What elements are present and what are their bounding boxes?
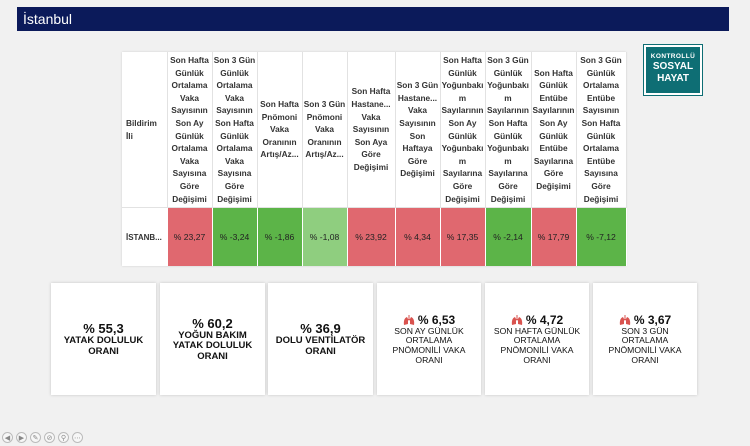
more-options-button[interactable]: ⋯ [72, 432, 83, 443]
lungs-icon [403, 314, 415, 326]
card-value: % 55,3 [83, 321, 124, 336]
logo-line3: HAYAT [657, 73, 689, 84]
pen-tool-button[interactable]: ✎ [30, 432, 41, 443]
column-header[interactable]: Son 3 Gün Hastane... Vaka Sayısının Son Haftaya Göre Değişimi [395, 52, 440, 208]
card-pneumonia-month [377, 283, 481, 395]
column-header[interactable]: Son 3 Gün Günlük Ortalama Entübe Sayısının Son Hafta Günlük Ortalama Entübe Sayısına Göre Değişimi [576, 52, 626, 208]
logo-line1: KONTROLLÜ [650, 53, 696, 60]
value-cell: % -3,24 [212, 208, 257, 266]
card-label: SON 3 GÜN ORTALAMA PNÖMONİLİ VAKA ORANI [608, 325, 682, 365]
card-value: % 3,67 [633, 312, 672, 327]
table-row [122, 208, 626, 266]
card-pneumonia-week [485, 283, 589, 395]
card-label: SON AY GÜNLÜK ORTALAMA PNÖMONİLİ VAKA ORANI [392, 325, 466, 365]
column-header-province[interactable]: Bildirim İli [122, 52, 167, 208]
column-header[interactable]: Son Hafta Günlük Yoğunbakım Sayılarının Son Ay Günlük Yoğunbakım Sayılarına Göre Değişimi [440, 52, 485, 208]
previous-slide-button[interactable]: ◀ [2, 432, 13, 443]
card-icu-occupancy [160, 283, 265, 395]
card-label: YATAK DOLULUK ORANI [63, 335, 144, 357]
card-ventilator [268, 283, 373, 395]
lungs-icon [619, 314, 631, 326]
column-header[interactable]: Son 3 Gün Günlük Yoğunbakım Sayılarının Son Hafta Günlük Yoğunbakım Sayılarına Göre Değişimi [485, 52, 531, 208]
value-cell: % 4,34 [395, 208, 440, 266]
column-header[interactable]: Son Hafta Günlük Entübe Sayılarının Son Ay Günlük Entübe Sayılarına Göre Değişimi [531, 52, 576, 208]
value-cell: % 23,27 [167, 208, 212, 266]
card-label: SON HAFTA GÜNLÜK ORTALAMA PNÖMONİLİ VAKA ORANI [493, 325, 581, 365]
value-cell: % 17,35 [440, 208, 485, 266]
value-cell: % 17,79 [531, 208, 576, 266]
value-cell: % -2,14 [485, 208, 531, 266]
column-header[interactable]: Son Hafta Günlük Ortalama Vaka Sayısının Son Ay Günlük Ortalama Vaka Sayısına Göre Değişimi [167, 52, 212, 208]
card-label: YOĞUN BAKIM YATAK DOLULUK ORANI [172, 329, 253, 362]
card-value: % 36,9 [300, 321, 341, 336]
value-cell: % 23,92 [347, 208, 395, 266]
card-bed-occupancy [51, 283, 156, 395]
page-title: İstanbul [17, 7, 729, 31]
card-label: DOLU VENTİLATÖR ORANI [275, 335, 366, 357]
zoom-button[interactable]: ⚲ [58, 432, 69, 443]
column-header[interactable]: Son Hafta Pnömoni Vaka Oranının Artış/Az... [257, 52, 302, 208]
risk-table [122, 52, 626, 266]
lungs-icon [511, 314, 523, 326]
column-header[interactable]: Son 3 Gün Pnömoni Vaka Oranının Artış/Az... [302, 52, 347, 208]
province-cell: İSTANB... [122, 208, 167, 266]
eraser-tool-button[interactable]: ⊘ [44, 432, 55, 443]
presentation-controls [2, 432, 83, 443]
kontrollu-sosyal-hayat-logo [644, 45, 702, 95]
column-header[interactable]: Son 3 Gün Günlük Ortalama Vaka Sayısının Son Hafta Günlük Ortalama Vaka Sayısına Göre Değişimi [212, 52, 257, 208]
card-pneumonia-3day [593, 283, 697, 395]
next-slide-button[interactable]: ▶ [16, 432, 27, 443]
card-value: % 4,72 [525, 312, 564, 327]
value-cell: % -7,12 [576, 208, 626, 266]
table-header-row [122, 52, 626, 208]
value-cell: % -1,08 [302, 208, 347, 266]
logo-line2: SOSYAL [652, 61, 694, 72]
card-value: % 6,53 [417, 312, 456, 327]
column-header[interactable]: Son Hafta Hastane... Vaka Sayısının Son Aya Göre Değişimi [347, 52, 395, 208]
card-value: % 60,2 [192, 315, 233, 331]
value-cell: % -1,86 [257, 208, 302, 266]
